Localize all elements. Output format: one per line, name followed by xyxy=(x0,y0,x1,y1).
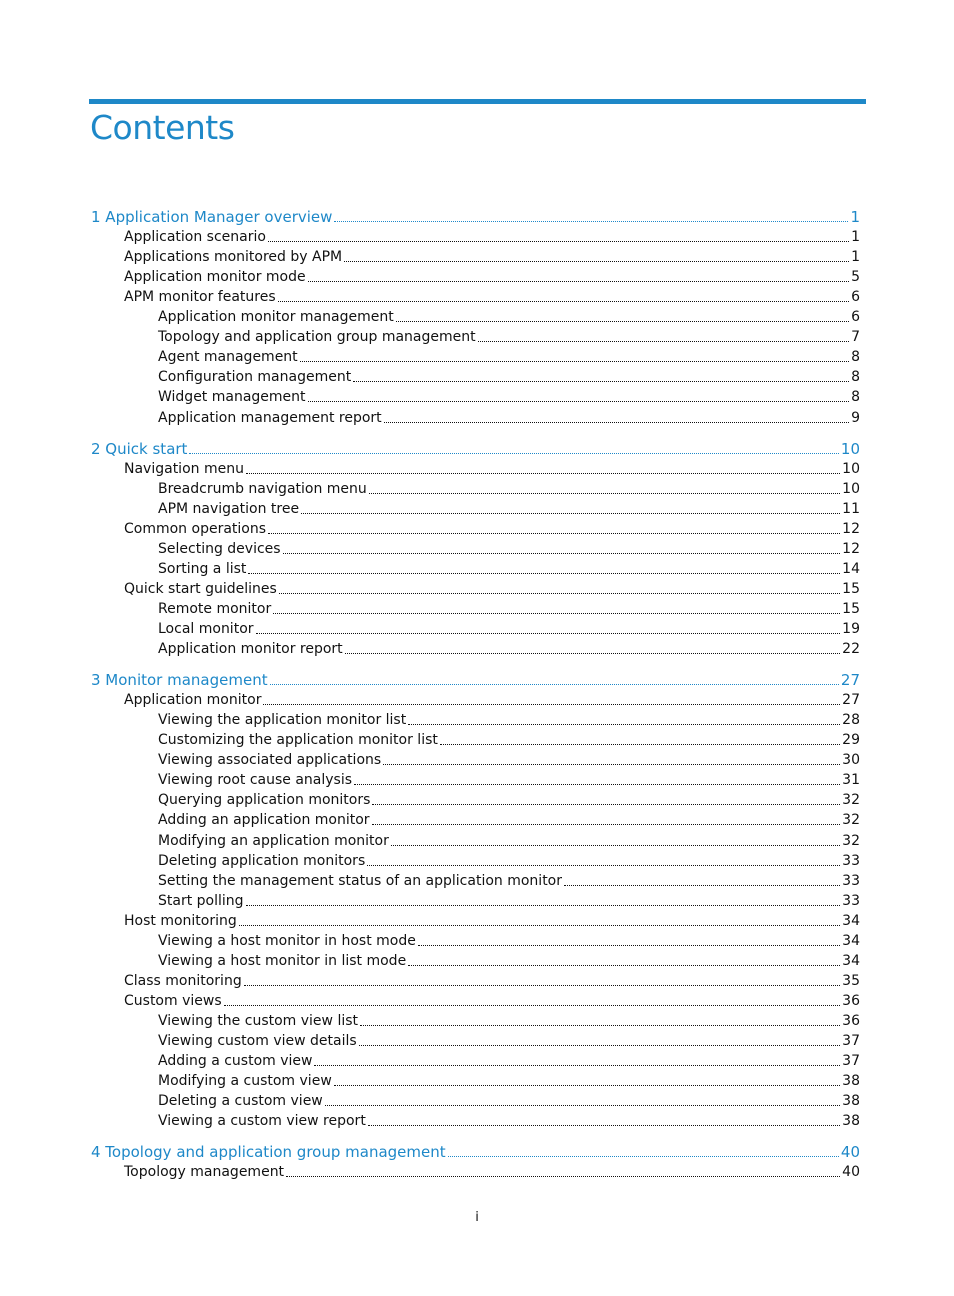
dot-leader xyxy=(440,744,840,745)
toc-entry[interactable] xyxy=(124,458,860,478)
dot-leader xyxy=(308,281,849,282)
toc-entry-page: 34 xyxy=(842,932,860,949)
dot-leader xyxy=(268,533,840,534)
toc-chapter[interactable] xyxy=(91,438,860,458)
dot-leader xyxy=(367,865,840,866)
dot-leader xyxy=(246,905,841,906)
toc-entry[interactable] xyxy=(124,689,860,709)
toc-entry-page: 38 xyxy=(842,1093,860,1110)
toc-entry-title: Application monitor mode xyxy=(124,269,306,286)
toc-entry-page: 30 xyxy=(842,752,860,769)
toc-entry-title: Viewing associated applications xyxy=(158,752,382,769)
dot-leader xyxy=(334,1085,840,1086)
toc-entry[interactable] xyxy=(124,578,860,598)
toc-entry-title: Local monitor xyxy=(158,621,254,637)
toc-entry-title: Custom views xyxy=(124,992,222,1009)
dot-leader xyxy=(308,401,850,402)
dot-leader xyxy=(372,804,840,805)
toc-entry[interactable] xyxy=(158,729,860,749)
toc-entry-title: Modifying an application monitor xyxy=(158,832,389,849)
toc-entry[interactable] xyxy=(158,1070,860,1090)
dot-leader xyxy=(478,341,849,342)
toc-entry-title: Remote monitor xyxy=(158,600,272,617)
toc-entry-title: Modifying a custom view xyxy=(158,1073,332,1090)
dot-leader xyxy=(279,593,840,594)
toc-entry-title: Widget management xyxy=(158,389,306,406)
toc-entry-title: APM navigation tree xyxy=(158,500,300,517)
toc-entry-page: 10 xyxy=(842,460,860,477)
toc-entry[interactable] xyxy=(124,286,860,306)
dot-leader xyxy=(244,985,840,986)
toc-entry-page: 29 xyxy=(842,732,860,749)
toc-entry-page: 6 xyxy=(851,309,860,326)
toc-entry[interactable] xyxy=(158,558,860,578)
toc-entry-page: 1 xyxy=(851,249,860,266)
dot-leader xyxy=(273,613,840,614)
dot-leader xyxy=(224,1005,841,1006)
dot-leader xyxy=(418,945,840,946)
toc-entry-title: Deleting application monitors xyxy=(158,852,366,869)
dot-leader xyxy=(564,885,840,886)
dot-leader xyxy=(353,381,849,382)
toc-entry[interactable] xyxy=(158,950,860,970)
toc-entry-title: Viewing the application monitor list xyxy=(158,712,407,729)
toc-entry-page: 6 xyxy=(851,289,860,306)
toc-entry-title: Breadcrumb navigation menu xyxy=(158,480,367,497)
dot-leader xyxy=(278,301,849,302)
toc-entry-page: 31 xyxy=(842,772,860,789)
toc-entry[interactable] xyxy=(158,538,860,558)
toc-entry-page: 7 xyxy=(851,329,860,346)
toc-entry[interactable] xyxy=(158,366,860,386)
toc-entry[interactable] xyxy=(158,930,860,950)
dot-leader xyxy=(256,633,841,634)
toc-entry-page: 12 xyxy=(842,520,860,537)
toc-entry[interactable] xyxy=(158,870,860,890)
toc-entry-page: 1 xyxy=(851,229,860,246)
dot-leader xyxy=(300,361,849,362)
toc-entry-title: Host monitoring xyxy=(124,912,237,929)
toc-entry[interactable] xyxy=(124,1161,860,1181)
toc-entry-title: Application monitor report xyxy=(158,641,343,658)
toc-entry-title: Topology and application group management xyxy=(158,329,476,346)
dot-leader xyxy=(325,1105,840,1106)
toc-entry[interactable] xyxy=(124,990,860,1010)
dot-leader xyxy=(369,493,840,494)
dot-leader xyxy=(344,261,849,262)
toc-entry-title: Class monitoring xyxy=(124,972,242,989)
dot-leader xyxy=(301,513,840,514)
dot-leader xyxy=(283,553,841,554)
toc-entry-title: 2 Quick start xyxy=(91,439,188,458)
toc-entry-page: 15 xyxy=(842,580,860,597)
dot-leader xyxy=(448,1156,839,1157)
dot-leader xyxy=(372,824,841,825)
toc-chapter[interactable] xyxy=(91,669,860,689)
toc-entry[interactable] xyxy=(158,890,860,910)
toc-entry-page: 36 xyxy=(842,1012,860,1029)
dot-leader xyxy=(268,241,849,242)
toc-entry[interactable] xyxy=(158,1110,860,1130)
toc-entry[interactable] xyxy=(158,709,860,729)
toc-entry-title: Topology management xyxy=(124,1164,285,1181)
toc-entry-page: 40 xyxy=(842,1164,860,1181)
toc-entry-title: 4 Topology and application group management xyxy=(91,1143,446,1162)
toc-entry-title: Viewing the custom view list xyxy=(158,1012,359,1029)
dot-leader xyxy=(248,573,840,574)
toc-entry-page: 32 xyxy=(842,832,860,849)
toc-entry-title: Application management report xyxy=(158,409,382,426)
toc-entry[interactable] xyxy=(158,306,860,326)
toc-entry-title: Sorting a list xyxy=(158,560,247,577)
toc-entry[interactable] xyxy=(158,850,860,870)
toc-entry[interactable] xyxy=(158,326,860,346)
dot-leader xyxy=(314,1065,840,1066)
toc-entry[interactable] xyxy=(124,910,860,930)
toc-entry[interactable] xyxy=(158,618,860,638)
toc-entry[interactable] xyxy=(158,1090,860,1110)
toc-entry-page: 11 xyxy=(842,500,860,517)
toc-entry-title: Setting the management status of an application monitor xyxy=(158,872,563,889)
toc-entry-title: Start polling xyxy=(158,892,244,909)
toc-entry-page: 9 xyxy=(851,409,860,426)
toc-chapter[interactable] xyxy=(91,206,860,226)
toc-entry-page: 28 xyxy=(842,712,860,729)
toc-entry[interactable] xyxy=(158,749,860,769)
dot-leader xyxy=(286,1176,840,1177)
toc-entry-page: 5 xyxy=(851,269,860,286)
dot-leader xyxy=(334,221,848,222)
toc-entry-page: 32 xyxy=(842,792,860,809)
dot-leader xyxy=(408,965,840,966)
toc-entry-page: 27 xyxy=(842,692,860,709)
toc-entry-page: 33 xyxy=(842,852,860,869)
toc-entry-title: Navigation menu xyxy=(124,460,244,477)
toc-entry[interactable] xyxy=(158,386,860,406)
dot-leader xyxy=(391,845,840,846)
toc-entry-title: Viewing custom view details xyxy=(158,1033,357,1049)
toc-entry-page: 1 xyxy=(850,208,860,226)
toc-entry-title: Viewing a host monitor in list mode xyxy=(158,952,407,969)
dot-leader xyxy=(345,653,841,654)
dot-leader xyxy=(189,453,838,454)
toc-entry[interactable] xyxy=(158,769,860,789)
dot-leader xyxy=(408,724,840,725)
toc-entry[interactable] xyxy=(158,789,860,809)
dot-leader xyxy=(360,1025,840,1026)
toc-entry[interactable] xyxy=(158,809,860,829)
toc-entry[interactable] xyxy=(158,1030,860,1050)
toc-entry-title: Viewing a custom view report xyxy=(158,1113,366,1130)
toc-entry-title: 3 Monitor management xyxy=(91,671,268,690)
toc-entry-title: Applications monitored by APM xyxy=(124,249,343,266)
toc-entry[interactable] xyxy=(158,346,860,366)
toc-entry[interactable] xyxy=(124,970,860,990)
toc-entry[interactable] xyxy=(158,498,860,518)
toc-entry-title: Selecting devices xyxy=(158,540,281,557)
page-title: Contents xyxy=(90,108,235,147)
toc-entry-page: 38 xyxy=(842,1073,860,1090)
toc-entry-title: Adding an application monitor xyxy=(158,812,370,829)
toc-entry-page: 19 xyxy=(842,621,860,637)
toc-entry[interactable] xyxy=(158,1050,860,1070)
toc-entry-page: 35 xyxy=(842,972,860,989)
toc-entry[interactable] xyxy=(158,598,860,618)
dot-leader xyxy=(359,1045,841,1046)
toc-entry-page: 34 xyxy=(842,952,860,969)
toc-entry-title: Agent management xyxy=(158,349,298,366)
toc-entry-title: Adding a custom view xyxy=(158,1053,313,1070)
toc-entry-title: Common operations xyxy=(124,520,267,537)
toc-entry-title: Application monitor management xyxy=(158,309,394,326)
toc-entry-page: 12 xyxy=(842,540,860,557)
toc-entry-page: 14 xyxy=(842,560,860,577)
dot-leader xyxy=(270,684,839,685)
toc-entry-page: 33 xyxy=(842,892,860,909)
toc-chapter[interactable] xyxy=(91,1141,860,1161)
dot-leader xyxy=(383,764,840,765)
toc-entry-page: 40 xyxy=(840,1143,860,1162)
dot-leader xyxy=(396,321,849,322)
toc-entry[interactable] xyxy=(158,1010,860,1030)
toc-entry-page: 34 xyxy=(842,912,860,929)
toc-entry[interactable] xyxy=(158,830,860,850)
toc-entry-page: 33 xyxy=(842,872,860,889)
toc-entry-page: 37 xyxy=(842,1033,860,1049)
page-number: i xyxy=(475,1210,479,1225)
dot-leader xyxy=(239,925,840,926)
toc-entry[interactable] xyxy=(158,478,860,498)
toc-entry-page: 8 xyxy=(851,389,860,406)
dot-leader xyxy=(354,784,840,785)
toc-entry-title: Querying application monitors xyxy=(158,792,371,809)
toc-entry-page: 37 xyxy=(842,1053,860,1070)
toc-entry[interactable] xyxy=(124,266,860,286)
toc-entry-page: 8 xyxy=(851,349,860,366)
toc-entry-page: 38 xyxy=(842,1113,860,1130)
toc-entry-page: 36 xyxy=(842,992,860,1009)
toc-entry-title: Quick start guidelines xyxy=(124,580,277,597)
toc-entry[interactable] xyxy=(158,407,860,427)
toc-entry-title: Viewing root cause analysis xyxy=(158,772,353,789)
dot-leader xyxy=(263,704,840,705)
toc-entry[interactable] xyxy=(124,226,860,246)
toc-entry-title: APM monitor features xyxy=(124,289,276,306)
toc-entry[interactable] xyxy=(124,246,860,266)
toc-entry-title: 1 Application Manager overview xyxy=(91,208,333,226)
toc-entry-title: Viewing a host monitor in host mode xyxy=(158,932,416,949)
toc-entry-title: Configuration management xyxy=(158,369,352,386)
dot-leader xyxy=(246,473,840,474)
toc-entry-page: 15 xyxy=(842,600,860,617)
toc-entry-page: 22 xyxy=(842,641,860,658)
toc-entry-title: Deleting a custom view xyxy=(158,1093,323,1110)
toc-entry-title: Customizing the application monitor list xyxy=(158,732,438,749)
toc-entry-title: Application scenario xyxy=(124,229,266,246)
dot-leader xyxy=(368,1125,840,1126)
title-rule xyxy=(89,99,866,104)
toc-entry-page: 27 xyxy=(840,671,860,690)
toc-entry-title: Application monitor xyxy=(124,692,262,709)
toc-entry[interactable] xyxy=(158,638,860,658)
toc-entry-page: 32 xyxy=(842,812,860,829)
toc-entry-page: 10 xyxy=(840,439,860,458)
toc-entry[interactable] xyxy=(124,518,860,538)
dot-leader xyxy=(384,422,849,423)
toc-entry-page: 10 xyxy=(842,480,860,497)
toc-entry-page: 8 xyxy=(851,369,860,386)
